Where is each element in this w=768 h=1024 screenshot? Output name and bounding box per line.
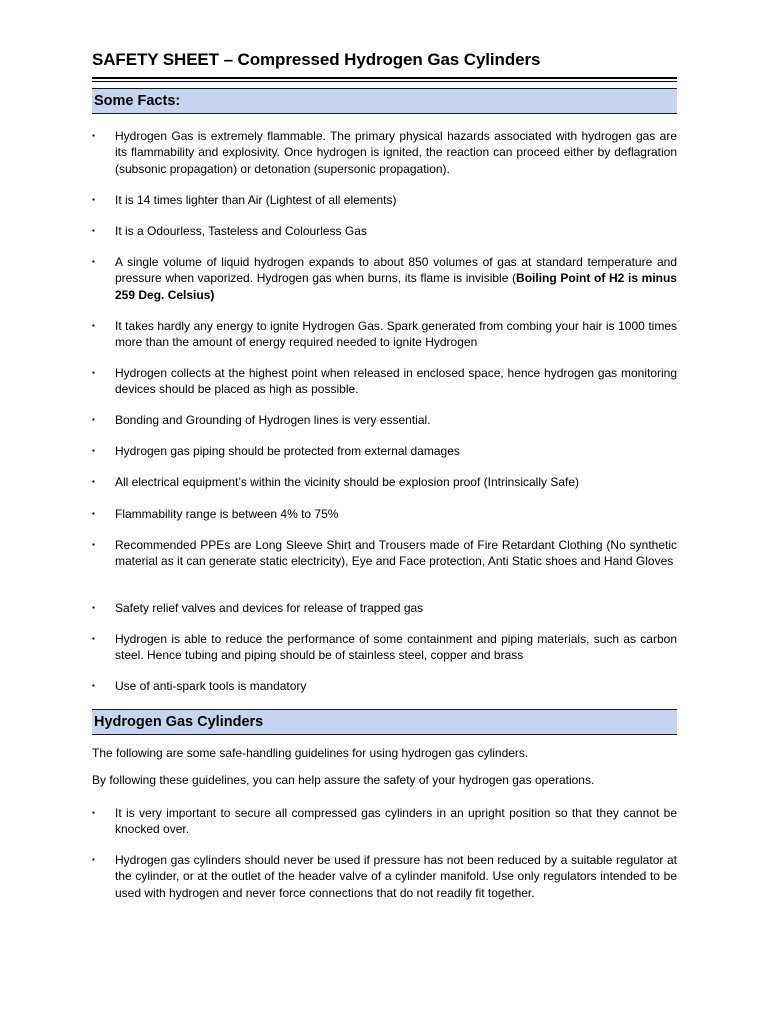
- list-item-text: It is very important to secure all compressed gas cylinders in an upright position so that they cannot be knocked over.: [115, 806, 677, 837]
- list-item-text: Safety relief valves and devices for release of trapped gas: [115, 601, 424, 615]
- boiling-point-note: Boiling Point of H2 is minus 259 Deg. Celsius): [115, 271, 677, 302]
- list-item-text: Hydrogen collects at the highest point when released in enclosed space, hence hydrogen gas monitoring devices should be placed as high as possible.: [115, 366, 677, 397]
- list-item: [92, 852, 677, 901]
- title-rule-thick: [92, 77, 677, 79]
- list-item-text: Recommended PPEs are Long Sleeve Shirt and Trousers made of Fire Retardant Clothing (No synthetic material as it can generate static electricity), Eye and Face protection, Anti Static shoes and Hand Gloves: [115, 538, 677, 569]
- list-item: [92, 223, 677, 239]
- bullet-marker: ▪: [92, 446, 95, 455]
- list-item-text: All electrical equipment’s within the vicinity should be explosion proof (Intrinsically Safe): [115, 475, 580, 489]
- bullet-marker: ▪: [92, 257, 95, 266]
- section-heading-some-facts: Some Facts:: [92, 88, 677, 114]
- section-heading-hydrogen-gas-cylinders: Hydrogen Gas Cylinders: [92, 709, 677, 735]
- list-item-text: Hydrogen is able to reduce the performance of some containment and piping materials, such as carbon steel. Hence tubing and piping should be of stainless steel, copper and brass: [115, 632, 677, 663]
- list-item: [92, 318, 677, 351]
- list-item: [92, 474, 677, 490]
- bullet-marker: ▪: [92, 855, 95, 864]
- list-item: [92, 365, 677, 398]
- bullet-marker: ▪: [92, 603, 95, 612]
- list-item-text: It is 14 times lighter than Air (Lightest of all elements): [115, 193, 397, 207]
- list-item-text: Hydrogen gas cylinders should never be used if pressure has not been reduced by a suitable regulator at the cylinder, or at the outlet of the header valve of a cylinder manifold. Use only regulators intended to be used with hydrogen and never force connections that do not readily fit together.: [115, 853, 677, 900]
- bullet-marker: ▪: [92, 226, 95, 235]
- page-title: SAFETY SHEET – Compressed Hydrogen Gas Cylinders: [92, 50, 541, 69]
- list-item: [92, 805, 677, 838]
- list-item: [92, 600, 677, 616]
- list-item: [92, 443, 677, 459]
- list-item-text: Hydrogen Gas is extremely flammable. The primary physical hazards associated with hydrogen gas are its flammability and explosivity. Once hydrogen is ignited, the reaction can proceed either by deflagration (subsonic propagation) or detonation (supersonic propagation).: [115, 129, 677, 176]
- intro-paragraph: The following are some safe-handling guidelines for using hydrogen gas cylinders.: [92, 746, 529, 760]
- bullet-marker: ▪: [92, 195, 95, 204]
- list-item: [92, 537, 677, 570]
- list-item: [92, 254, 677, 303]
- bullet-marker: ▪: [92, 415, 95, 424]
- list-item-text: It takes hardly any energy to ignite Hydrogen Gas. Spark generated from combing your hair is 1000 times more than the amount of energy required needed to ignite Hydrogen: [115, 319, 677, 350]
- list-item: [92, 631, 677, 664]
- intro-paragraph: By following these guidelines, you can help assure the safety of your hydrogen gas operations.: [92, 773, 595, 787]
- bullet-marker: ▪: [92, 477, 95, 486]
- bullet-marker: ▪: [92, 808, 95, 817]
- list-item-text: Hydrogen gas piping should be protected from external damages: [115, 444, 460, 458]
- list-item-text: Use of anti-spark tools is mandatory: [115, 679, 307, 693]
- title-rule-thin: [92, 81, 677, 82]
- list-item: [92, 412, 677, 428]
- list-item-text: [115, 254, 677, 303]
- list-item-text: Flammability range is between 4% to 75%: [115, 507, 339, 521]
- bullet-marker: ▪: [92, 321, 95, 330]
- bullet-marker: ▪: [92, 634, 95, 643]
- bullet-marker: ▪: [92, 131, 95, 140]
- list-item: [92, 128, 677, 177]
- bullet-marker: ▪: [92, 681, 95, 690]
- bullet-marker: ▪: [92, 368, 95, 377]
- list-item-text: It is a Odourless, Tasteless and Colourless Gas: [115, 224, 367, 238]
- list-item: [92, 506, 677, 522]
- bullet-marker: ▪: [92, 509, 95, 518]
- list-item: [92, 678, 677, 694]
- list-item-text: Bonding and Grounding of Hydrogen lines is very essential.: [115, 413, 431, 427]
- bullet-marker: ▪: [92, 540, 95, 549]
- list-item-text-regular: A single volume of liquid hydrogen expands to about 850 volumes of gas at standard temperature and pressure when vaporized. Hydrogen gas when burns, its flame is invisible (: [115, 255, 677, 286]
- list-item: [92, 192, 677, 208]
